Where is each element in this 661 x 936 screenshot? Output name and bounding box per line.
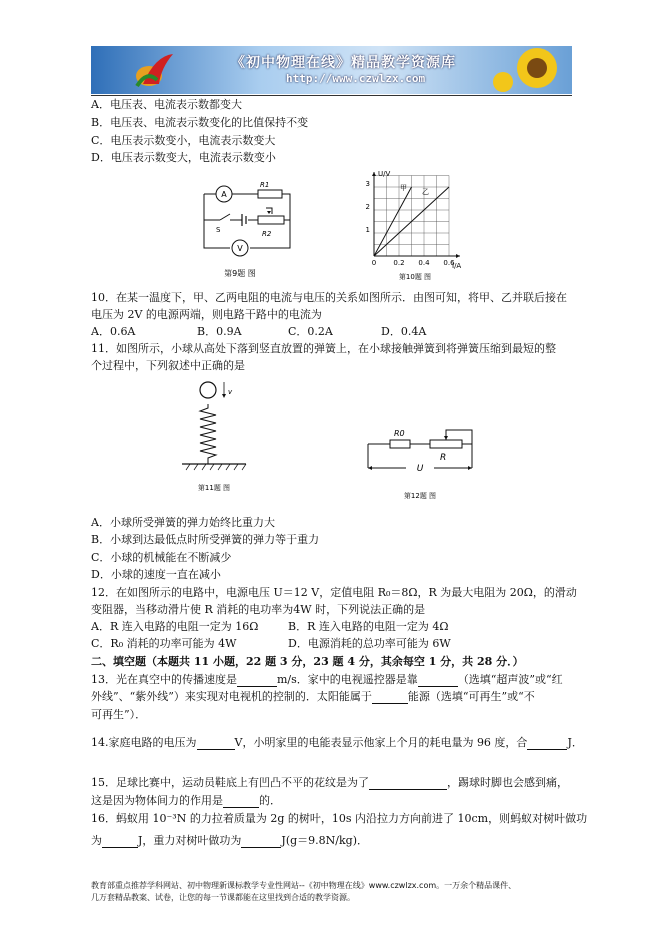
- q16-text-2: J，重力对树叶做功为: [138, 834, 242, 847]
- q13-text-5: 能源（选填“可再生”或“不: [407, 690, 535, 703]
- q10-stem-1: 10．在某一温度下，甲、乙两电阻的电流与电压的关系如图所示．由图可知，将甲、乙并联后接在: [91, 291, 567, 304]
- q15-text-4: 的．: [259, 794, 281, 807]
- page-footer: [91, 880, 591, 904]
- header-banner: [91, 46, 572, 94]
- q13-line-2: [91, 690, 535, 704]
- q12-stem-2: 变阻器，当移动滑片使 R 消耗的电功率为4W 时，下列说法正确的是: [91, 603, 426, 616]
- q13-text-1: 13．光在真空中的传播速度是: [91, 673, 237, 686]
- q12-option-b: B．R 连入电路的电阻一定为 4Ω: [288, 620, 449, 633]
- fig10-xtick-3: 0.6: [443, 259, 455, 267]
- q15-blank-purpose[interactable]: [369, 778, 447, 790]
- q9-option-a: A．电压表、电流表示数都变大: [91, 98, 242, 111]
- q16-blank-work-gravity[interactable]: [241, 836, 281, 848]
- q15-text-2: ，踢球时脚也会感到痛，: [447, 776, 568, 789]
- series-label-yi: 乙: [422, 188, 429, 196]
- q12-option-d: D．电源消耗的总功率可能为 6W: [288, 637, 451, 650]
- q15-line-1: [91, 776, 568, 790]
- fig12-circuit: [360, 420, 490, 506]
- fig10-caption: 第10题 图: [398, 273, 432, 281]
- site-title: 《初中物理在线》精品教学资源库: [231, 55, 456, 71]
- q14-blank-joules[interactable]: [527, 738, 567, 750]
- fig9-caption: 第9题 图: [224, 269, 256, 278]
- sunflower-icon: [491, 46, 571, 94]
- q14-text-2: V，小明家里的电能表显示他家上个月的耗电量为 96 度，合: [234, 736, 528, 749]
- section-heading: 二、填空题（本题共 11 小题，22 题 3 分，23 题 4 分，其余每空 1 分，共 28 分．）: [91, 655, 524, 668]
- q12-option-c: C．R₀ 消耗的功率可能为 4W: [91, 637, 237, 650]
- q11-option-c: C．小球的机械能在不断减少: [91, 551, 232, 564]
- q9-option-c: C．电压表示数变小，电流表示数变大: [91, 134, 276, 147]
- fig10-xtick-0: 0: [371, 259, 377, 267]
- q14-blank-voltage[interactable]: [197, 738, 235, 750]
- q14-line: [91, 736, 583, 750]
- fig10-ytick-3: 3: [365, 180, 370, 188]
- q15-text-1: 15．足球比赛中，运动员鞋底上有凹凸不平的花纹是为了: [91, 776, 369, 789]
- q9-option-b: B．电压表、电流表示数变化的比值保持不变: [91, 116, 309, 129]
- footer-line-1: 教育部重点推荐学科网站、初中物理新课标教学专业性网站--《初中物理在线》www.czwlzx.com。一万余个精品课件、: [91, 881, 517, 890]
- q10-option-b: B．0.9A: [197, 325, 242, 338]
- ball-icon: [200, 382, 216, 398]
- q9-option-d: D．电压表示数变大，电流表示数变小: [91, 151, 276, 164]
- q13-text-4: 外线”、“紫外线”）来实现对电视机的控制的．太阳能属于: [91, 690, 372, 703]
- q11-stem-1: 11．如图所示，小球从高处下落到竖直放置的弹簧上，在小球接触弹簧到将弹簧压缩到最短的整: [91, 342, 556, 355]
- site-url[interactable]: http://www.czwlzx.com: [286, 72, 426, 85]
- q15-line-2: [91, 794, 281, 808]
- fig10-xtick-1: 0.2: [393, 259, 405, 267]
- q16-line-1: 16．蚂蚁用 10⁻³N 的力拉着质量为 2g 的树叶，10s 内沿拉力方向前进了 10cm，则蚂蚁对树叶做功: [91, 812, 588, 825]
- q14-text-1: 14.家庭电路的电压为: [91, 736, 197, 749]
- spring-coil: [200, 404, 216, 464]
- q11-stem-2: 个过程中，下列叙述中正确的是: [91, 359, 245, 372]
- q13-blank-energy[interactable]: [372, 692, 408, 704]
- fig10-graph: [360, 168, 470, 284]
- q13-blank-remote[interactable]: [418, 675, 458, 687]
- velocity-label: v: [228, 388, 233, 396]
- q12-stem-1: 12．在如图所示的电路中，电源电压 U＝12 V，定值电阻 R₀＝8Ω，R 为最大电阻为 20Ω，的滑动: [91, 586, 577, 599]
- q13-text-2: m/s．家中的电视遥控器是靠: [277, 673, 418, 686]
- q16-blank-work-ant[interactable]: [102, 836, 138, 848]
- u-label: U: [416, 464, 424, 474]
- q16-text-1: 为: [91, 834, 102, 847]
- fig10-ylabel: U/V: [378, 170, 391, 178]
- q12-option-a: A．R 连入电路的电阻一定为 16Ω: [91, 620, 259, 633]
- fig12-caption: 第12题 图: [403, 492, 437, 500]
- fig11-spring: [178, 378, 252, 496]
- q13-line-1: [91, 673, 563, 687]
- logo-icon: [133, 50, 179, 90]
- fig10-ytick-2: 2: [365, 203, 370, 211]
- header-rule: [91, 95, 572, 96]
- q13-blank-speed[interactable]: [237, 675, 277, 687]
- series-label-jia: 甲: [400, 184, 407, 192]
- footer-line-2: 几万套精品教案、试卷，让您的每一节课都能在这里找到合适的教学资源。: [91, 893, 355, 902]
- q11-option-d: D．小球的速度一直在减小: [91, 568, 221, 581]
- q11-option-a: A．小球所受弹簧的弹力始终比重力大: [91, 516, 275, 529]
- r0-label: R0: [394, 429, 405, 438]
- q11-option-b: B．小球到达最低点时所受弹簧的弹力等于重力: [91, 533, 320, 546]
- q13-line-3: 可再生”）．: [91, 708, 147, 721]
- r-label: R: [440, 453, 447, 463]
- ammeter-label: A: [221, 190, 227, 199]
- q16-text-3: J(g＝9.8N/kg)．: [281, 834, 368, 847]
- q10-stem-2: 电压为 2V 的电源两端，则电路干路中的电流为: [91, 308, 322, 321]
- q15-text-3: 这是因为物体间力的作用是: [91, 794, 223, 807]
- q10-option-d: D．0.4A: [381, 325, 427, 338]
- q13-text-3: （选填“超声波”或“红: [457, 673, 563, 686]
- q15-blank-force[interactable]: [223, 796, 259, 808]
- q14-text-3: J．: [567, 736, 583, 749]
- switch-label: S: [216, 226, 221, 234]
- q16-line-2: [91, 834, 368, 848]
- fig9-circuit: [190, 170, 300, 282]
- fig10-ytick-1: 1: [365, 226, 370, 234]
- voltmeter-label: V: [237, 244, 243, 253]
- fig10-xtick-2: 0.4: [418, 259, 430, 267]
- fig11-caption: 第11题 图: [197, 484, 231, 492]
- r2-label: R2: [262, 230, 272, 238]
- q10-option-a: A．0.6A: [91, 325, 136, 338]
- r1-label: R1: [260, 181, 270, 189]
- q10-option-c: C．0.2A: [288, 325, 333, 338]
- fig10-xlabel: I/A: [452, 262, 462, 270]
